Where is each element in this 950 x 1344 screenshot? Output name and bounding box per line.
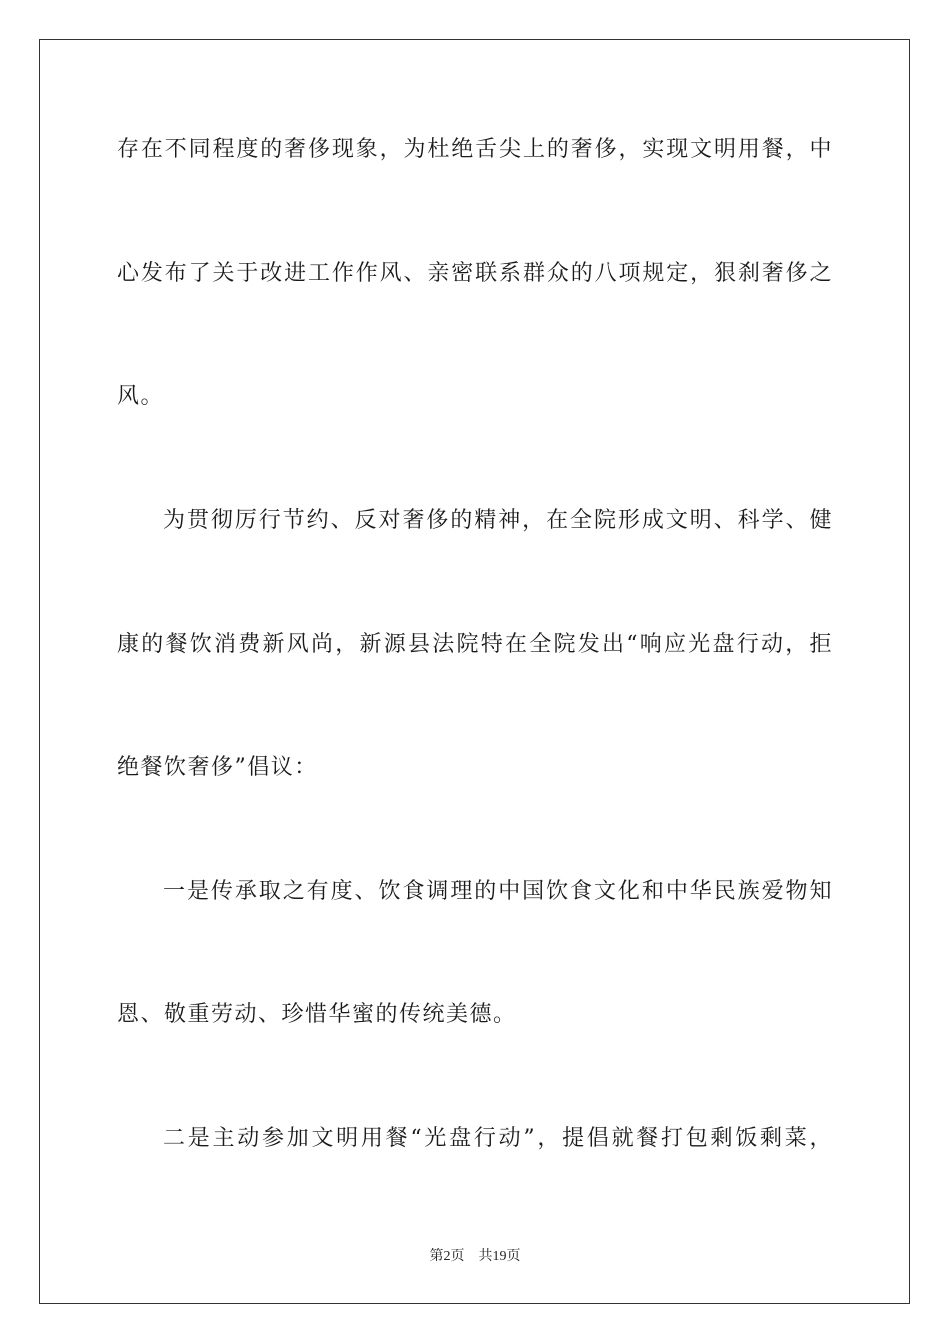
page-footer xyxy=(0,1247,950,1267)
body-text-line: 康的餐饮消费新风尚，新源县法院特在全院发出“响应光盘行动，拒 xyxy=(117,632,833,657)
page-number: 第2页 xyxy=(429,1249,465,1264)
body-text-line: 风。 xyxy=(117,384,165,409)
body-text-line: 绝餐饮奢侈”倡议： xyxy=(117,755,318,780)
page-total: 共19页 xyxy=(478,1249,521,1264)
body-text-line: 存在不同程度的奢侈现象，为杜绝舌尖上的奢侈，实现文明用餐，中 xyxy=(117,137,833,162)
paragraph-first-line: 一是传承取之有度、饮食调理的中国饮食文化和中华民族爱物知 xyxy=(163,879,833,904)
body-text-line: 恩、敬重劳动、珍惜华蜜的传统美德。 xyxy=(117,1002,517,1027)
page-frame xyxy=(39,39,910,1304)
body-text-line: 心发布了关于改进工作作风、亲密联系群众的八项规定，狠刹奢侈之 xyxy=(117,261,833,286)
paragraph-first-line: 二是主动参加文明用餐“光盘行动”，提倡就餐打包剩饭剩菜， xyxy=(163,1126,833,1151)
paragraph-first-line: 为贯彻厉行节约、反对奢侈的精神，在全院形成文明、科学、健 xyxy=(163,508,833,533)
